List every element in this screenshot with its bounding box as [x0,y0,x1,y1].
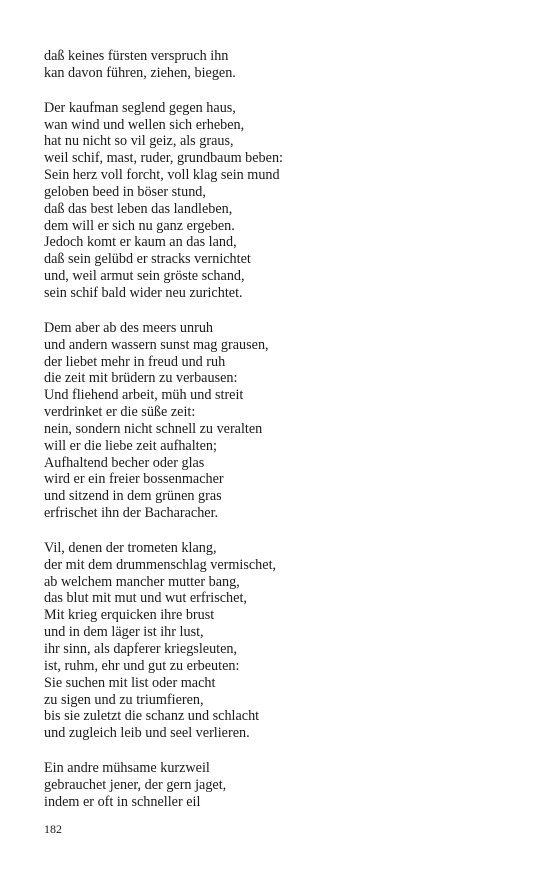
verse-line: und in dem läger ist ihr lust, [44,624,204,641]
verse-line: und zugleich leib und seel verlieren. [44,725,250,742]
verse-line: gebrauchet jener, der gern jaget, [44,776,227,793]
verse-line: Und fliehend arbeit, müh und streit [44,387,244,404]
verse-line: will er die liebe zeit aufhalten; [44,437,217,454]
stanza [44,48,514,82]
stanza [44,320,514,522]
verse-line: dem will er sich nu ganz ergeben. [44,217,235,234]
stanza [44,540,514,742]
verse-line: hat nu nicht so vil geiz, als graus, [44,133,234,150]
verse-line: Aufhaltend becher oder glas [44,454,205,471]
verse-line: weil schif, mast, ruder, grundbaum beben: [44,150,283,167]
stanza [44,100,514,302]
verse-line: verdrinket er die süße zeit: [44,404,196,421]
verse-line: und andern wassern sunst mag grausen, [44,336,269,353]
verse-line: bis sie zuletzt die schanz und schlacht [44,708,260,725]
verse-line: und sitzend in dem grünen gras [44,488,222,505]
verse-line: Sein herz voll forcht, voll klag sein mund [44,167,280,184]
verse-line: Dem aber ab des meers unruh [44,319,214,336]
verse-line: sein schif bald wider neu zurichtet. [44,284,243,301]
verse-line: daß das best leben das landleben, [44,200,233,217]
verse-line: die zeit mit brüdern zu verbausen: [44,370,238,387]
verse-line: ihr sinn, als dapferer kriegsleuten, [44,641,238,657]
verse-line: Der kaufman seglend gegen haus, [44,99,236,116]
verse-line: Mit krieg erquicken ihre brust [44,607,215,624]
verse-line: daß keines fürsten verspruch ihn [44,48,229,64]
verse-line: ab welchem mancher mutter bang, [44,573,240,590]
verse-line: das blut mit mut und wut erfrischet, [44,590,247,607]
verse-line: wird er ein freier bossenmacher [44,471,224,488]
verse-line: daß sein gelübd er stracks vernichtet [44,251,251,268]
verse-line: geloben beed in böser stund, [44,183,206,200]
verse-line: Ein andre mühsame kurzweil [44,760,210,777]
verse-line: Jedoch komt er kaum an das land, [44,234,237,251]
verse-line: kan davon führen, ziehen, biegen. [44,64,236,81]
verse-line: ist, ruhm, ehr und gut zu erbeuten: [44,657,240,674]
page-number: 182 [44,822,62,836]
verse-line: indem er oft in schneller eil [44,793,201,810]
verse-line: wan wind und wellen sich erheben, [44,116,245,133]
verse-line: Sie suchen mit list oder macht [44,674,216,691]
verse-line: nein, sondern nicht schnell zu veralten [44,420,263,437]
verse-line: erfrischet ihn der Bacharacher. [44,505,219,522]
verse-line: und, weil armut sein gröste schand, [44,268,245,285]
verse-line: zu sigen und zu triumfieren, [44,691,204,708]
verse-line: der liebet mehr in freud und ruh [44,353,226,370]
poem-body [44,48,514,829]
stanza [44,760,514,811]
verse-line: der mit dem drummenschlag vermischet, [44,556,277,573]
verse-line: Vil, denen der trometen klang, [44,539,217,556]
